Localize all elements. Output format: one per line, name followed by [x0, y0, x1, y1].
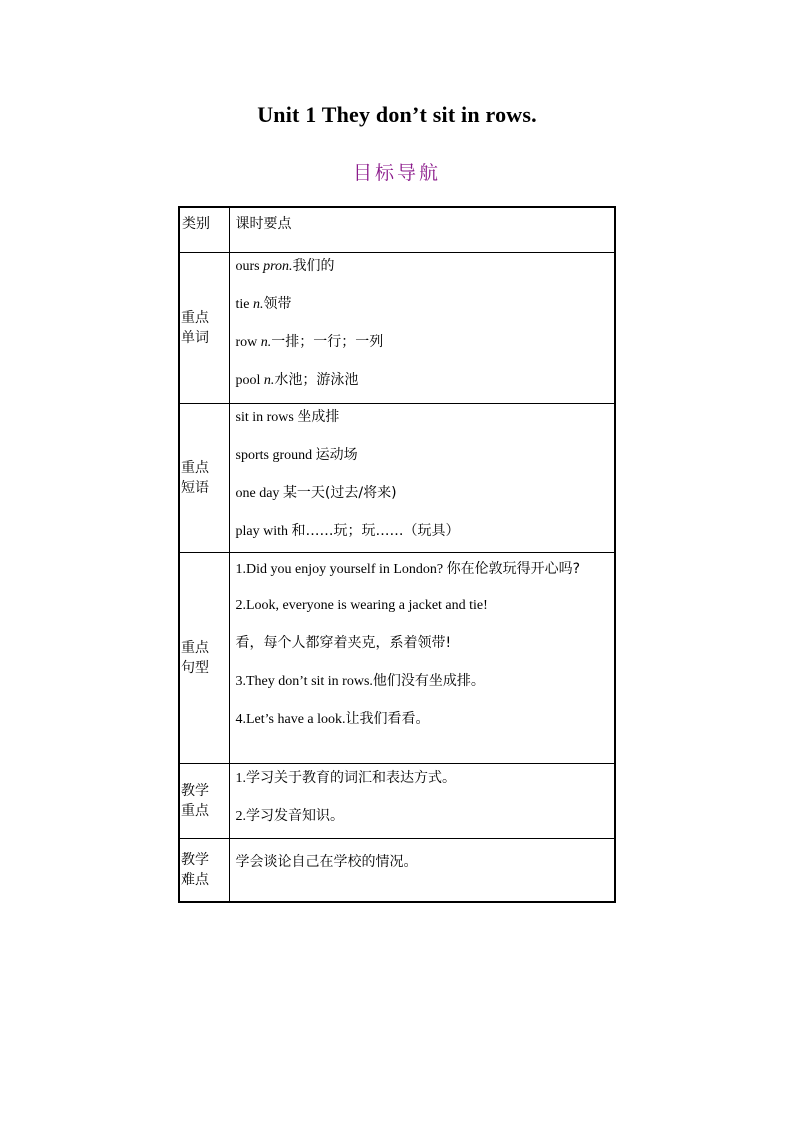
table-row	[179, 839, 615, 903]
category-label: 教学重点	[181, 783, 209, 819]
section-heading: 目标导航	[352, 162, 441, 184]
content-cell	[229, 253, 615, 404]
category-label: 重点短语	[181, 460, 209, 496]
category-label: 教学难点	[181, 852, 209, 888]
list-item: sports ground 运动场	[235, 447, 358, 463]
lesson-objectives-table	[178, 206, 616, 903]
document-title: Unit 1 They don’t sit in rows.	[257, 102, 537, 127]
category-cell	[179, 404, 229, 553]
content-cell	[229, 553, 615, 764]
list-item: 2.Look, everyone is wearing a jacket and tie!	[235, 598, 488, 613]
header-category: 类别	[179, 207, 229, 253]
category-cell	[179, 553, 229, 764]
list-item: ours pron.我们的	[235, 258, 335, 274]
list-item: 看，每个人都穿着夹克，系着领带!	[235, 635, 452, 651]
table-row	[179, 764, 615, 839]
table-row	[179, 253, 615, 404]
list-item: 学会谈论自己在学校的情况。	[235, 854, 418, 870]
list-item: pool n.水池；游泳池	[235, 372, 359, 388]
table-row	[179, 404, 615, 553]
list-item: 3.They don’t sit in rows.他们没有坐成排。	[235, 673, 485, 689]
list-item: 2.学习发音知识。	[235, 808, 344, 824]
list-item: 1.Did you enjoy yourself in London? 你在伦敦玩得开心吗?	[235, 561, 581, 577]
content-cell	[229, 404, 615, 553]
category-label: 重点单词	[181, 310, 209, 346]
category-label: 重点句型	[181, 640, 209, 676]
content-cell	[229, 764, 615, 839]
list-item: one day 某一天(过去/将来)	[235, 485, 397, 501]
list-item: tie n.领带	[235, 296, 292, 312]
list-item: row n.一排；一行；一列	[235, 334, 384, 350]
category-cell	[179, 839, 229, 903]
table-header-row	[179, 207, 615, 253]
table-row	[179, 553, 615, 764]
list-item: play with 和……玩；玩……（玩具）	[235, 523, 460, 539]
content-cell	[229, 839, 615, 903]
list-item: sit in rows 坐成排	[235, 409, 340, 425]
category-cell	[179, 764, 229, 839]
list-item: 4.Let’s have a look.让我们看看。	[235, 711, 430, 727]
list-item: 1.学习关于教育的词汇和表达方式。	[235, 770, 456, 786]
category-cell	[179, 253, 229, 404]
header-content: 课时要点	[229, 207, 615, 253]
